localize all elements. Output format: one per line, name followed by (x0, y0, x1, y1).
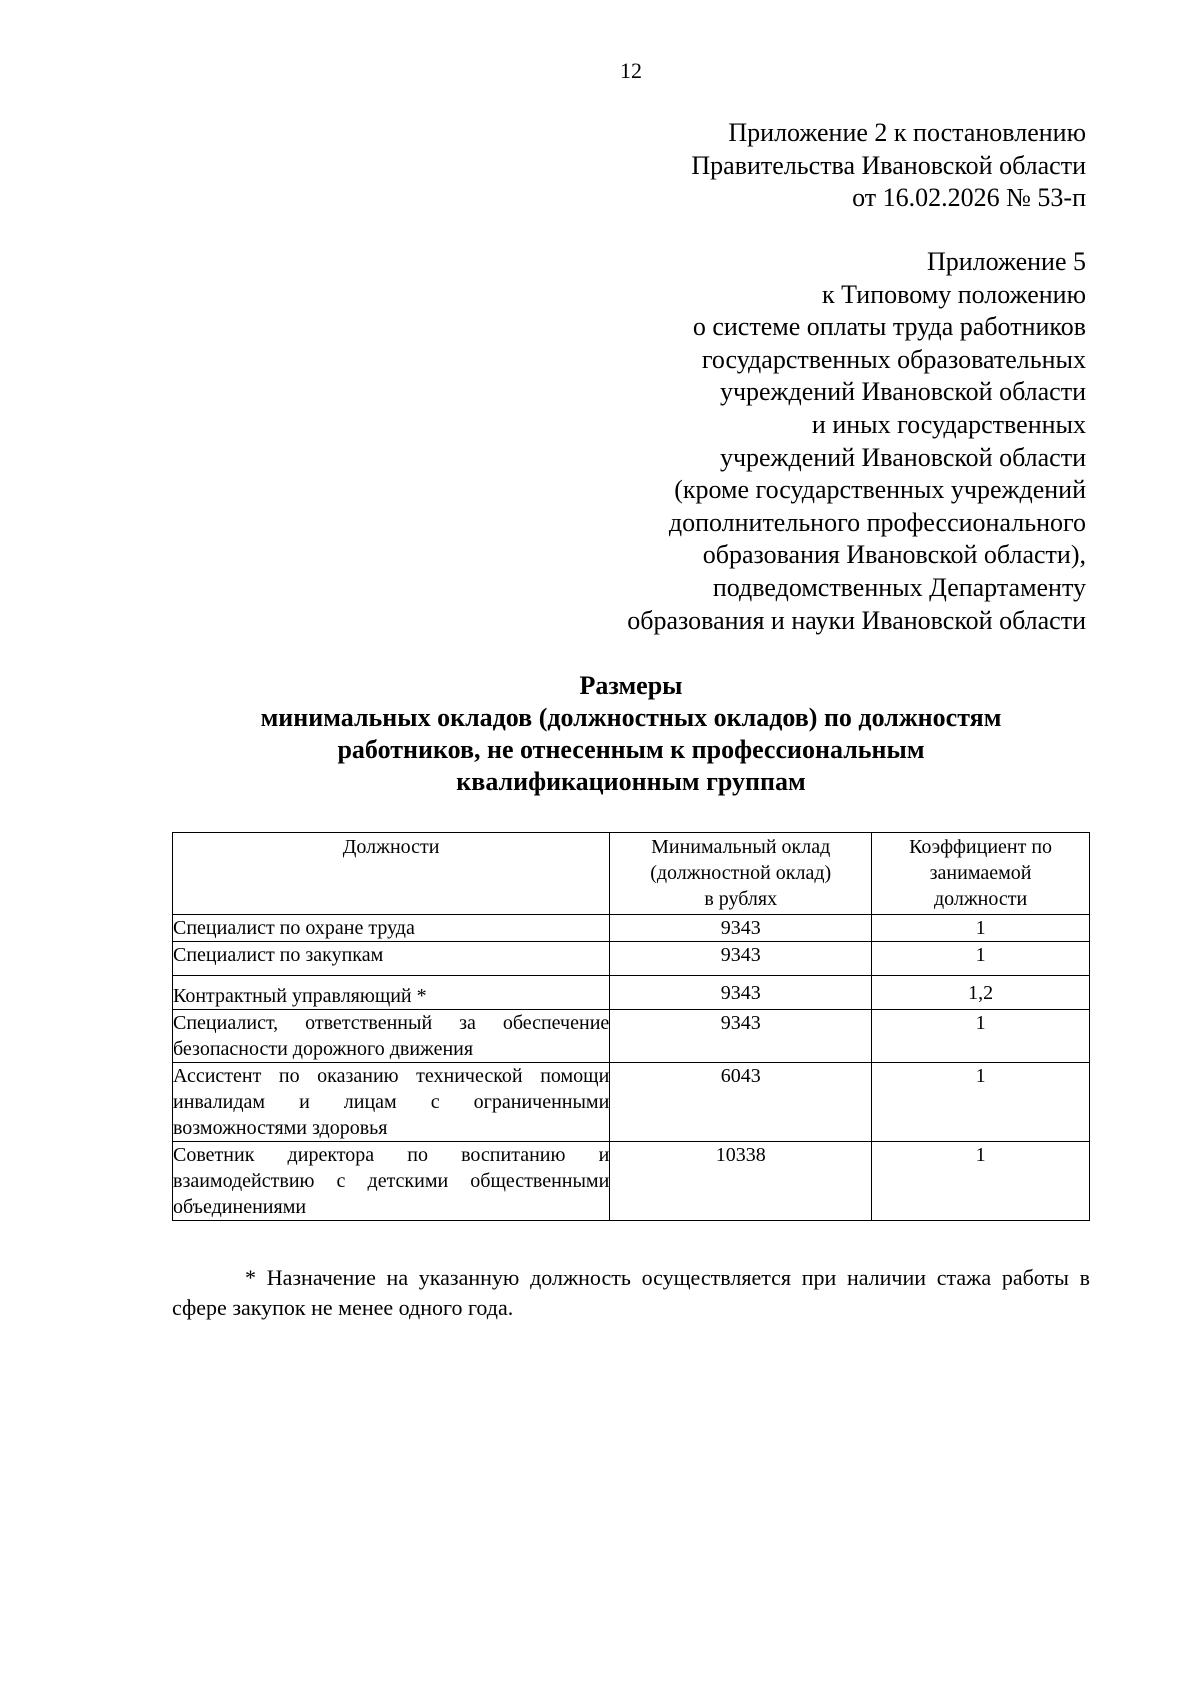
coefficient-cell: 1 (872, 942, 1090, 976)
appendix-5-line: дополнительного профессионального (668, 507, 1086, 537)
salary-cell: 6043 (610, 1063, 872, 1142)
header-coefficient-label: Коэффициент по занимаемой должности (909, 836, 1053, 910)
appendix-5-line: Приложение 5 (926, 247, 1086, 276)
appendix-5-line: государственных образовательных (701, 344, 1086, 374)
position-cell: Ассистент по оказанию технической помощи инвалидам и лицам с ограниченными возможностями здоровья (173, 1063, 610, 1142)
coefficient-cell: 1 (872, 915, 1090, 942)
header-position-label: Должности (342, 836, 440, 858)
header-salary-label: Минимальный оклад (должностной оклад) в рублях (650, 836, 832, 910)
coefficient-cell: 1 (872, 1063, 1090, 1142)
title-line: Размеры (579, 671, 683, 700)
position-cell: Советник директора по воспитанию и взаимодействию с детскими общественными объединениями (173, 1142, 610, 1221)
coefficient-cell: 1 (872, 1142, 1090, 1221)
document-title (172, 670, 1090, 798)
appendix-5-line: к Типовому положению (821, 279, 1086, 309)
table-row (173, 942, 1090, 976)
appendix-5-line: учреждений Ивановской области (719, 442, 1086, 472)
table-row (173, 1142, 1090, 1221)
table-row (173, 976, 1090, 1010)
position-cell: Специалист по закупкам (173, 942, 610, 976)
table-row (173, 915, 1090, 942)
appendix-5-line: учреждений Ивановской области (719, 377, 1086, 407)
title-line: минимальных окладов (должностных окладов) по должностям (260, 703, 1002, 732)
appendix-5-line: образования и науки Ивановской области (627, 605, 1086, 635)
title-line: работников, не отнесенным к профессиональным (337, 735, 925, 764)
appendix-5-line: и иных государственных (811, 409, 1086, 439)
table-row (173, 1063, 1090, 1142)
appendix-5-line: подведомственных Департаменту (712, 572, 1086, 602)
title-line: квалификационным группам (456, 767, 806, 796)
coefficient-cell: 1,2 (872, 976, 1090, 1010)
appendix-5-line: (кроме государственных учреждений (674, 475, 1086, 505)
position-cell: Специалист, ответственный за обеспечение безопасности дорожного движения (173, 1010, 610, 1063)
salary-cell: 9343 (610, 976, 872, 1010)
appendix-5-header (627, 246, 1086, 637)
appendix-5-line: о системе оплаты труда работников (692, 312, 1086, 342)
position-cell: Контрактный управляющий * (173, 976, 610, 1010)
appendix-2-line: Приложение 2 к постановлению (728, 118, 1086, 147)
position-cell: Специалист по охране труда (173, 915, 610, 942)
table-row (173, 1010, 1090, 1063)
appendix-2-line: от 16.02.2026 № 53-п (852, 183, 1086, 213)
salary-cell: 9343 (610, 915, 872, 942)
appendix-5-line: образования Ивановской области), (702, 540, 1086, 570)
salary-cell: 9343 (610, 942, 872, 976)
appendix-2-header (691, 117, 1086, 215)
footnote: * Назначение на указанную должность осуществляется при наличии стажа работы в сфере закупок не менее одного года. (172, 1265, 1090, 1320)
salary-table (172, 832, 1090, 1221)
salary-cell: 9343 (610, 1010, 872, 1063)
page-number: 12 (620, 58, 642, 83)
salary-cell: 10338 (610, 1142, 872, 1221)
table-header-row (173, 833, 1090, 915)
header-cell-salary (610, 833, 872, 915)
header-cell-coefficient (872, 833, 1090, 915)
appendix-2-line: Правительства Ивановской области (691, 150, 1086, 180)
header-cell-position (173, 833, 610, 915)
coefficient-cell: 1 (872, 1010, 1090, 1063)
